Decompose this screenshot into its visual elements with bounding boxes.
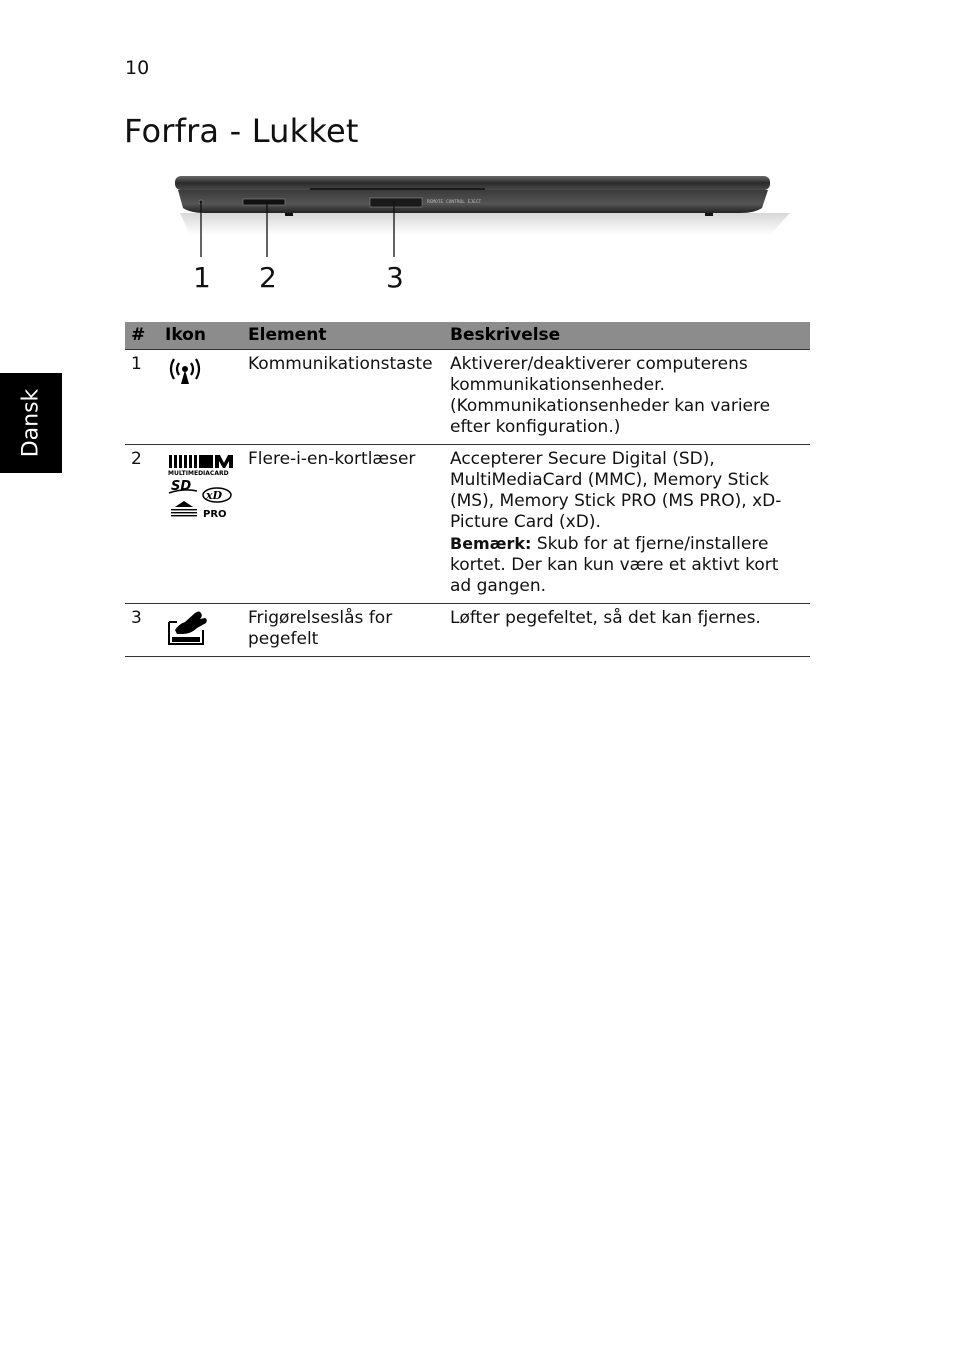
row-icon-cell — [159, 349, 242, 444]
table-header-row — [125, 322, 810, 349]
row-note — [450, 533, 804, 597]
header-description: Beskrivelse — [444, 322, 810, 349]
row-icon-cell — [159, 444, 242, 603]
row-element: Frigørelseslås for pegefelt — [242, 603, 444, 656]
callout-1: 1 — [193, 261, 211, 294]
card-reader-logos-icon — [165, 451, 235, 519]
row-num: 1 — [125, 349, 159, 444]
row-num: 2 — [125, 444, 159, 603]
row-description: Accepterer Secure Digital (SD), MultiMediaCard (MMC), Memory Stick (MS), Memory Stick PRO (MS PRO), xD-Picture Card (xD). — [450, 448, 782, 532]
row-element: Kommunikationstaste — [242, 349, 444, 444]
note-label: Bemærk: — [450, 533, 532, 553]
row-element: Flere-i-en-kortlæser — [242, 444, 444, 603]
page-number: 10 — [125, 57, 150, 79]
language-side-tab — [0, 373, 62, 473]
table-row — [125, 603, 810, 656]
wireless-communication-icon — [165, 356, 205, 390]
row-description: Aktiverer/deaktiverer computerens kommunikationsenheder. (Kommunikationsenheder kan variere efter konfiguration.) — [444, 349, 810, 444]
header-num: # — [125, 322, 159, 349]
side-tab-label: Dansk — [18, 388, 44, 458]
header-element: Element — [242, 322, 444, 349]
callout-3: 3 — [386, 261, 404, 294]
callout-2: 2 — [259, 261, 277, 294]
xd-logo-text: xD — [206, 488, 223, 502]
sd-logo-text: SD — [171, 478, 192, 494]
table-row — [125, 444, 810, 603]
header-icon: Ikon — [159, 322, 242, 349]
parts-table — [125, 322, 810, 657]
note-text: Skub for at fjerne/installere kortet. Der kan kun være et aktivt kort ad gangen. — [450, 533, 779, 596]
ms-pro-logo-text: PRO — [203, 508, 227, 519]
table-row — [125, 349, 810, 444]
port-label-text: REMOTE CONTROL EJECT — [427, 200, 482, 205]
row-description-cell — [444, 444, 810, 603]
row-description: Løfter pegefeltet, så det kan fjernes. — [444, 603, 810, 656]
mmc-logo-text: MULTIMEDIACARD — [168, 469, 229, 477]
page-title: Forfra - Lukket — [124, 112, 359, 150]
row-num: 3 — [125, 603, 159, 656]
row-icon-cell — [159, 603, 242, 656]
touchpad-release-icon — [165, 610, 211, 648]
laptop-front-illustration — [150, 165, 800, 300]
